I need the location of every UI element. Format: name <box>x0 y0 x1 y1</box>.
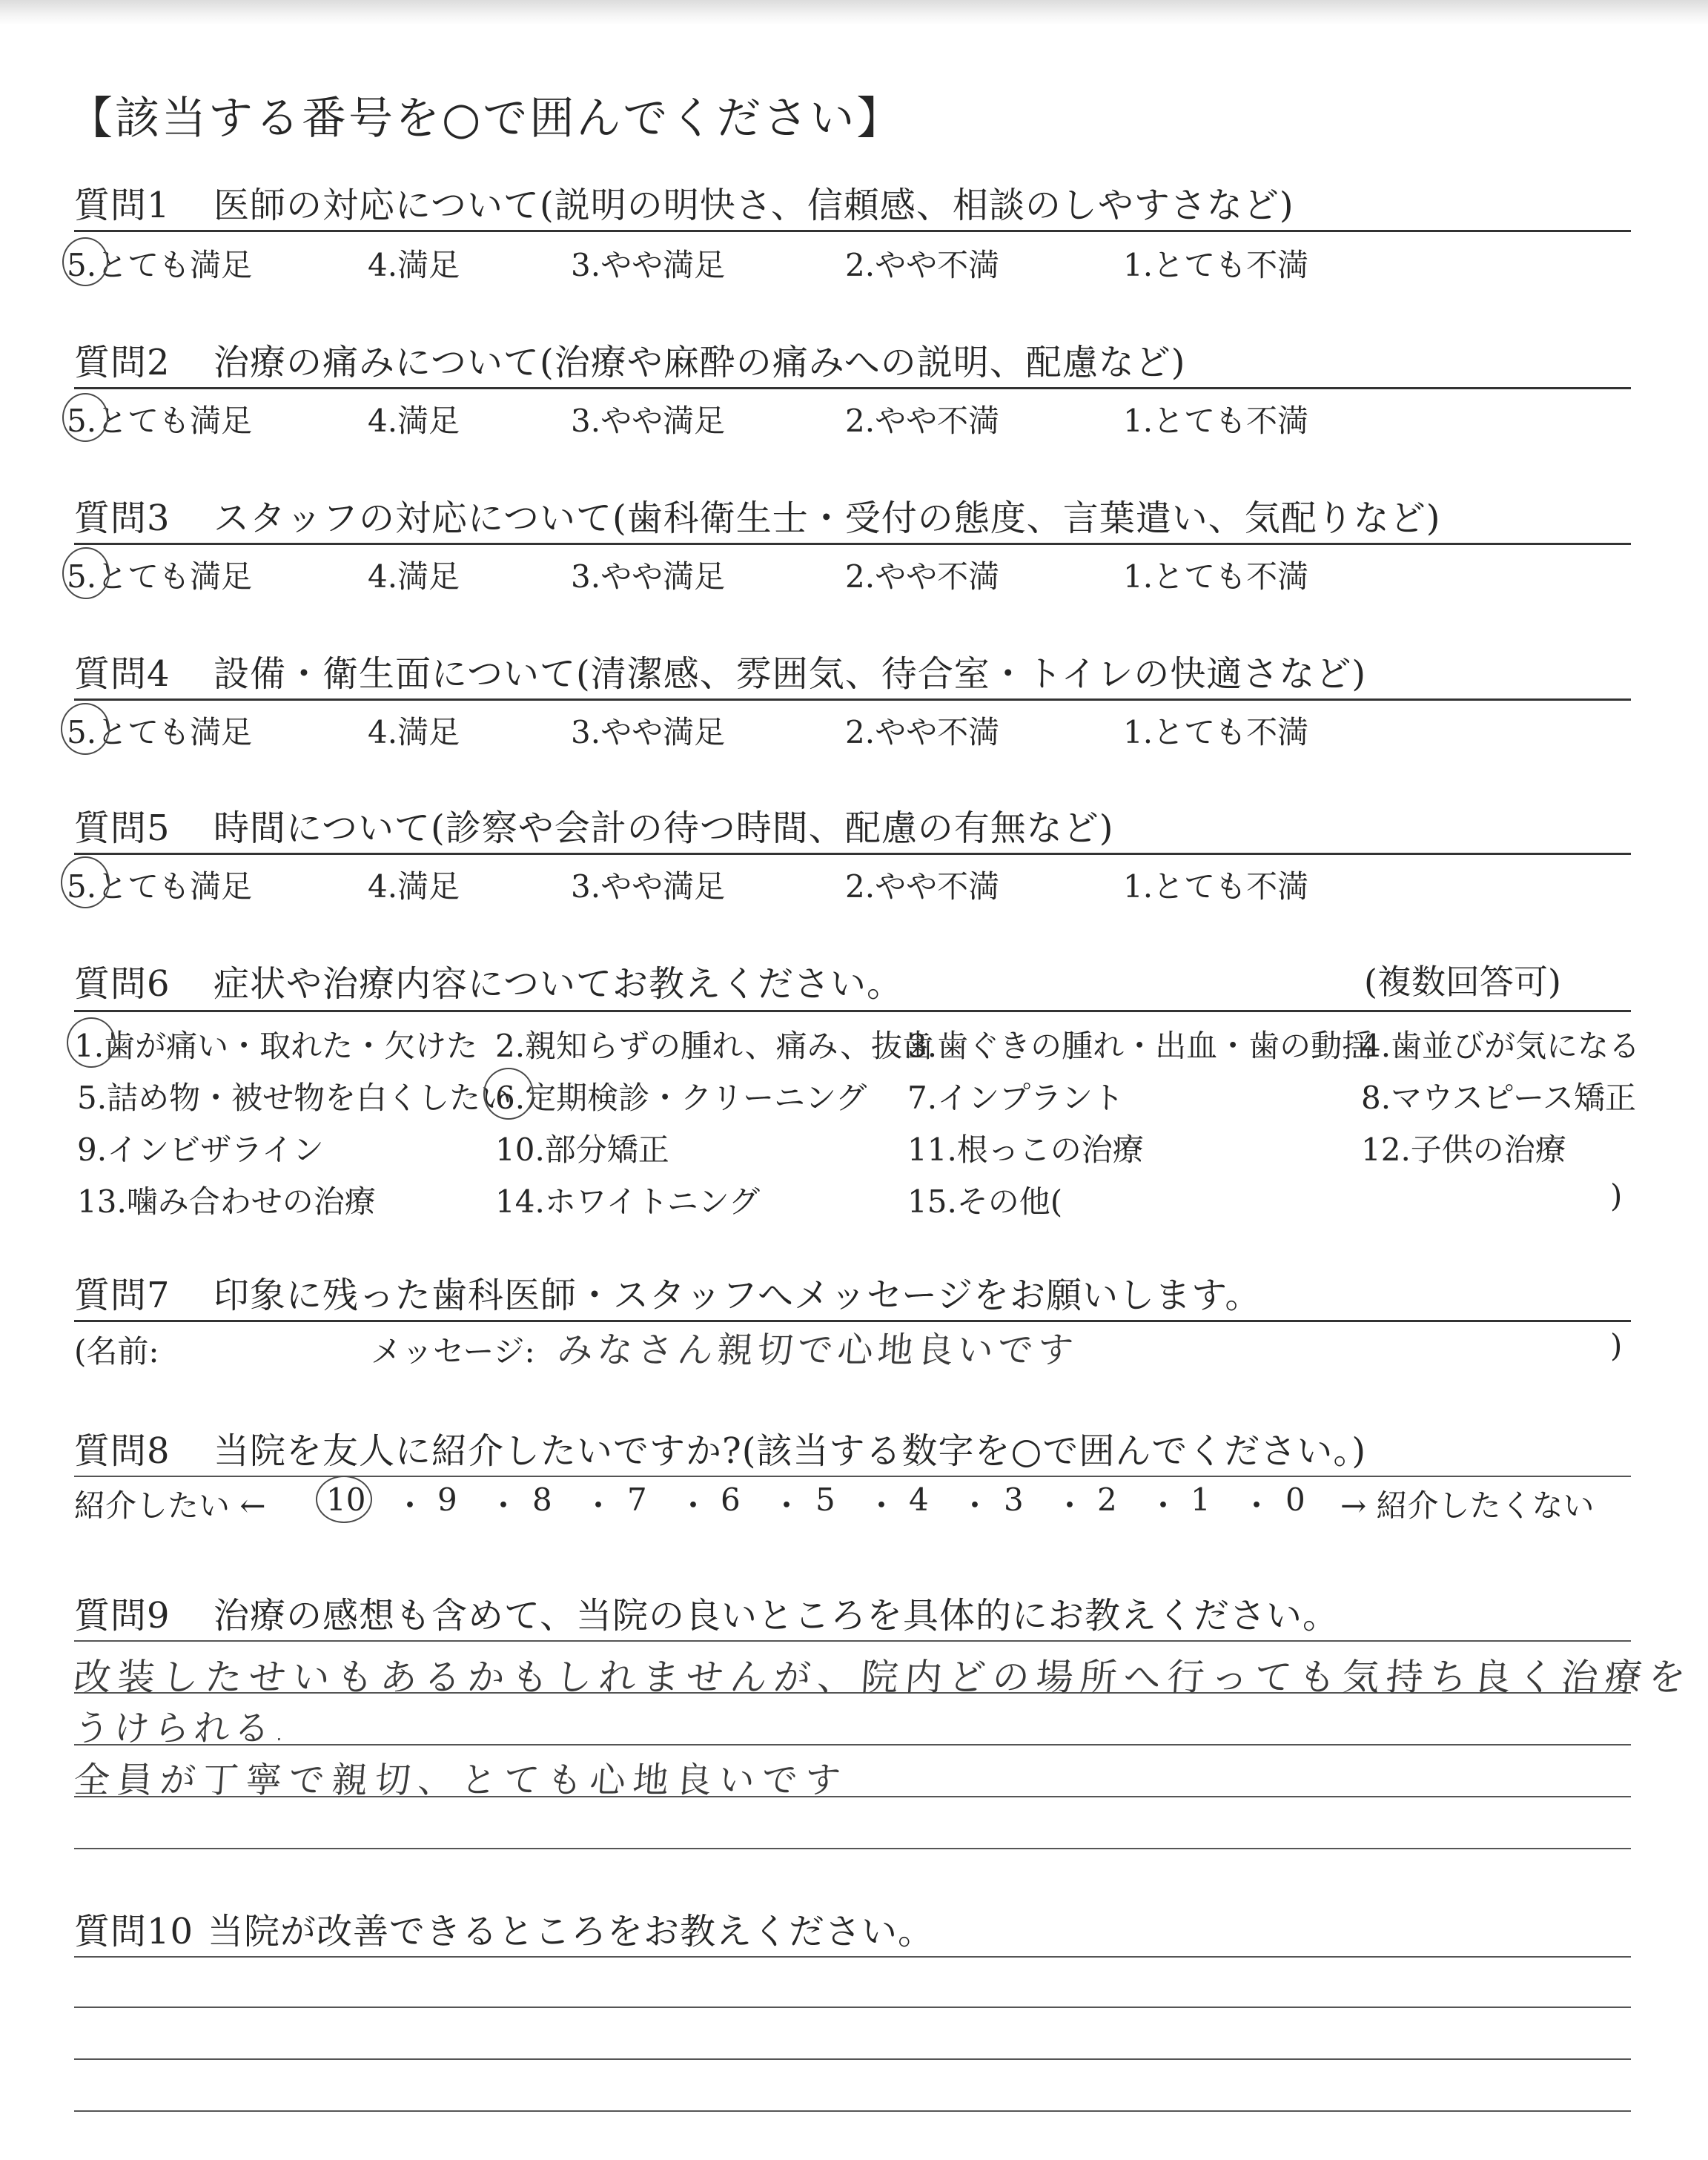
recommend-left-label: 紹介したい ← <box>74 1487 266 1524</box>
selection-circle <box>61 856 110 908</box>
scale-dot: ・ <box>1054 1487 1086 1524</box>
divider <box>74 543 1631 545</box>
q6-option-11[interactable]: 11.根っこの治療 <box>907 1132 1144 1168</box>
divider <box>74 1010 1631 1012</box>
question-text: 治療の感想も含めて、当院の良いところを具体的にお教えください。 <box>214 1595 1340 1636</box>
q6-option-3[interactable]: 3.歯ぐきの腫れ・出血・歯の動揺 <box>907 1028 1374 1064</box>
question-number: 質問10 <box>74 1911 194 1952</box>
answer-line <box>74 2058 1631 2060</box>
divider <box>74 387 1631 389</box>
q4-option-5[interactable]: 5.とても満足 <box>67 714 253 750</box>
question-number: 質問6 <box>74 963 171 1005</box>
selection-circle <box>62 237 108 286</box>
scale-2[interactable]: 2 <box>1097 1482 1117 1518</box>
q2-option-5[interactable]: 5.とても満足 <box>67 403 253 439</box>
q6-option-10[interactable]: 10.部分矯正 <box>495 1132 669 1168</box>
question-3-title <box>74 489 1441 541</box>
question-number: 質問2 <box>74 342 171 383</box>
q6-option-15[interactable]: 15.その他( <box>907 1183 1063 1220</box>
handwritten-message: みなさん親切で心地良いです <box>555 1330 1079 1371</box>
scale-dot: ・ <box>1241 1487 1273 1524</box>
scale-dot: ・ <box>678 1487 709 1524</box>
answer-line <box>74 1956 1631 1958</box>
scale-1[interactable]: 1 <box>1191 1482 1211 1518</box>
q6-option-14[interactable]: 14.ホワイトニング <box>495 1183 761 1220</box>
question-2-title <box>74 334 1186 385</box>
q1-option-4[interactable]: 4.満足 <box>368 247 460 283</box>
question-number: 質問5 <box>74 807 171 849</box>
question-number: 質問4 <box>74 653 171 695</box>
multiple-answers-note: (複数回答可) <box>1364 962 1561 1002</box>
q2-option-2[interactable]: 2.やや不満 <box>845 403 1000 439</box>
other-close-paren: ) <box>1610 1178 1623 1214</box>
q6-option-8[interactable]: 8.マウスピース矯正 <box>1361 1080 1637 1116</box>
q4-option-4[interactable]: 4.満足 <box>368 714 460 750</box>
scale-10[interactable]: 10 <box>326 1482 366 1518</box>
q1-option-3[interactable]: 3.やや満足 <box>571 247 726 283</box>
question-text: スタッフの対応について(歯科衛生士・受付の態度、言葉遣い、気配りなど) <box>214 498 1441 539</box>
q6-option-9[interactable]: 9.インビザライン <box>77 1132 324 1168</box>
message-close-paren: ) <box>1610 1327 1623 1364</box>
scale-0[interactable]: 0 <box>1285 1482 1305 1518</box>
question-9-title <box>74 1587 1339 1638</box>
question-text: 時間について(診察や会計の待つ時間、配慮の有無など) <box>214 807 1114 849</box>
question-4-title <box>74 645 1366 696</box>
question-1-title <box>74 176 1294 228</box>
question-text: 症状や治療内容についてお教えください。 <box>214 963 904 1005</box>
divider <box>74 1476 1631 1477</box>
q5-option-3[interactable]: 3.やや満足 <box>571 868 726 905</box>
q5-option-2[interactable]: 2.やや不満 <box>845 868 1000 905</box>
scale-dot: ・ <box>394 1487 426 1524</box>
divider <box>74 230 1631 232</box>
scale-3[interactable]: 3 <box>1004 1482 1024 1518</box>
scale-dot: ・ <box>1148 1487 1179 1524</box>
answer-line <box>74 2110 1631 2112</box>
question-6-title <box>74 955 903 1006</box>
q5-option-4[interactable]: 4.満足 <box>368 868 460 905</box>
scale-7[interactable]: 7 <box>627 1482 647 1518</box>
scale-dot: ・ <box>959 1487 991 1524</box>
question-10-title <box>74 1903 934 1954</box>
q2-option-3[interactable]: 3.やや満足 <box>571 403 726 439</box>
scale-5[interactable]: 5 <box>815 1482 835 1518</box>
divider <box>74 853 1631 855</box>
selection-circle <box>316 1476 372 1523</box>
q1-option-5[interactable]: 5.とても満足 <box>67 247 253 283</box>
q6-option-6[interactable]: 6.定期検診・クリーニング <box>495 1080 867 1116</box>
q2-option-1[interactable]: 1.とても不満 <box>1123 403 1309 439</box>
scale-dot: ・ <box>583 1487 615 1524</box>
question-text: 治療の痛みについて(治療や麻酔の痛みへの説明、配慮など) <box>214 342 1186 383</box>
question-number: 質問3 <box>74 498 171 539</box>
selection-circle <box>67 1017 116 1068</box>
selection-circle <box>62 547 110 599</box>
q6-option-4[interactable]: 4.歯並びが気になる <box>1361 1028 1641 1064</box>
divider <box>74 698 1631 701</box>
answer-line <box>74 1744 1631 1745</box>
scale-9[interactable]: 9 <box>437 1482 457 1518</box>
scale-6[interactable]: 6 <box>721 1482 741 1518</box>
q6-option-13[interactable]: 13.噛み合わせの治療 <box>77 1183 376 1220</box>
q3-option-5[interactable]: 5.とても満足 <box>67 558 253 595</box>
question-text: 当院が改善できるところをお教えください。 <box>208 1911 935 1952</box>
answer-line <box>74 1640 1631 1642</box>
scan-edge <box>0 0 1708 25</box>
q5-option-5[interactable]: 5.とても満足 <box>67 868 253 905</box>
question-number: 質問1 <box>74 185 171 226</box>
page-header: 【該当する番号を○で囲んでください】 <box>68 93 904 145</box>
answer-line <box>74 1848 1631 1849</box>
q4-option-3[interactable]: 3.やや満足 <box>571 714 726 750</box>
q2-option-4[interactable]: 4.満足 <box>368 403 460 439</box>
q6-option-12[interactable]: 12.子供の治療 <box>1361 1132 1566 1168</box>
q4-option-1[interactable]: 1.とても不満 <box>1123 714 1309 750</box>
selection-circle <box>61 703 110 755</box>
selection-circle <box>62 393 108 442</box>
handwritten-line-1: 改装したせいもあるかもしれませんが、院内どの場所へ行っても気持ち良く治療を <box>72 1656 1694 1699</box>
q1-option-2[interactable]: 2.やや不満 <box>845 247 1000 283</box>
recommend-right-label: → 紹介したくない <box>1340 1487 1595 1524</box>
name-label: (名前: <box>74 1333 159 1370</box>
question-number: 質問7 <box>74 1275 171 1316</box>
q3-option-4[interactable]: 4.満足 <box>368 558 460 595</box>
q5-option-1[interactable]: 1.とても不満 <box>1123 868 1309 905</box>
q1-option-1[interactable]: 1.とても不満 <box>1123 247 1309 283</box>
question-5-title <box>74 799 1114 851</box>
question-8-title <box>74 1422 1366 1473</box>
q3-option-1[interactable]: 1.とても不満 <box>1123 558 1309 595</box>
handwritten-line-2: うけられる. <box>72 1708 291 1749</box>
question-text: 医師の対応について(説明の明快さ、信頼感、相談のしやすさなど) <box>214 185 1294 226</box>
question-text: 印象に残った歯科医師・スタッフへメッセージをお願いします。 <box>214 1275 1262 1316</box>
handwritten-line-3: 全員が丁寧で親切、とても心地良いです <box>72 1760 850 1801</box>
scale-8[interactable]: 8 <box>532 1482 552 1518</box>
q3-option-2[interactable]: 2.やや不満 <box>845 558 1000 595</box>
q4-option-2[interactable]: 2.やや不満 <box>845 714 1000 750</box>
scale-dot: ・ <box>866 1487 898 1524</box>
question-text: 設備・衛生面について(清潔感、雰囲気、待合室・トイレの快適さなど) <box>214 653 1367 695</box>
q6-option-5[interactable]: 5.詰め物・被せ物を白くしたい <box>77 1080 512 1116</box>
answer-line <box>74 2007 1631 2008</box>
question-7-title <box>74 1266 1261 1318</box>
q6-option-7[interactable]: 7.インプラント <box>907 1080 1125 1116</box>
question-number: 質問8 <box>74 1430 171 1472</box>
selection-circle <box>483 1068 534 1120</box>
scale-dot: ・ <box>488 1487 520 1524</box>
message-label: メッセージ: <box>371 1333 535 1370</box>
scale-4[interactable]: 4 <box>909 1482 929 1518</box>
q3-option-3[interactable]: 3.やや満足 <box>571 558 726 595</box>
scale-dot: ・ <box>771 1487 803 1524</box>
question-number: 質問9 <box>74 1595 171 1636</box>
q6-option-1[interactable]: 1.歯が痛い・取れた・欠けた <box>74 1028 478 1064</box>
question-text: 当院を友人に紹介したいですか?(該当する数字を○で囲んでください。) <box>214 1430 1367 1472</box>
q6-option-2[interactable]: 2.親知らずの腫れ、痛み、抜歯 <box>495 1028 934 1064</box>
